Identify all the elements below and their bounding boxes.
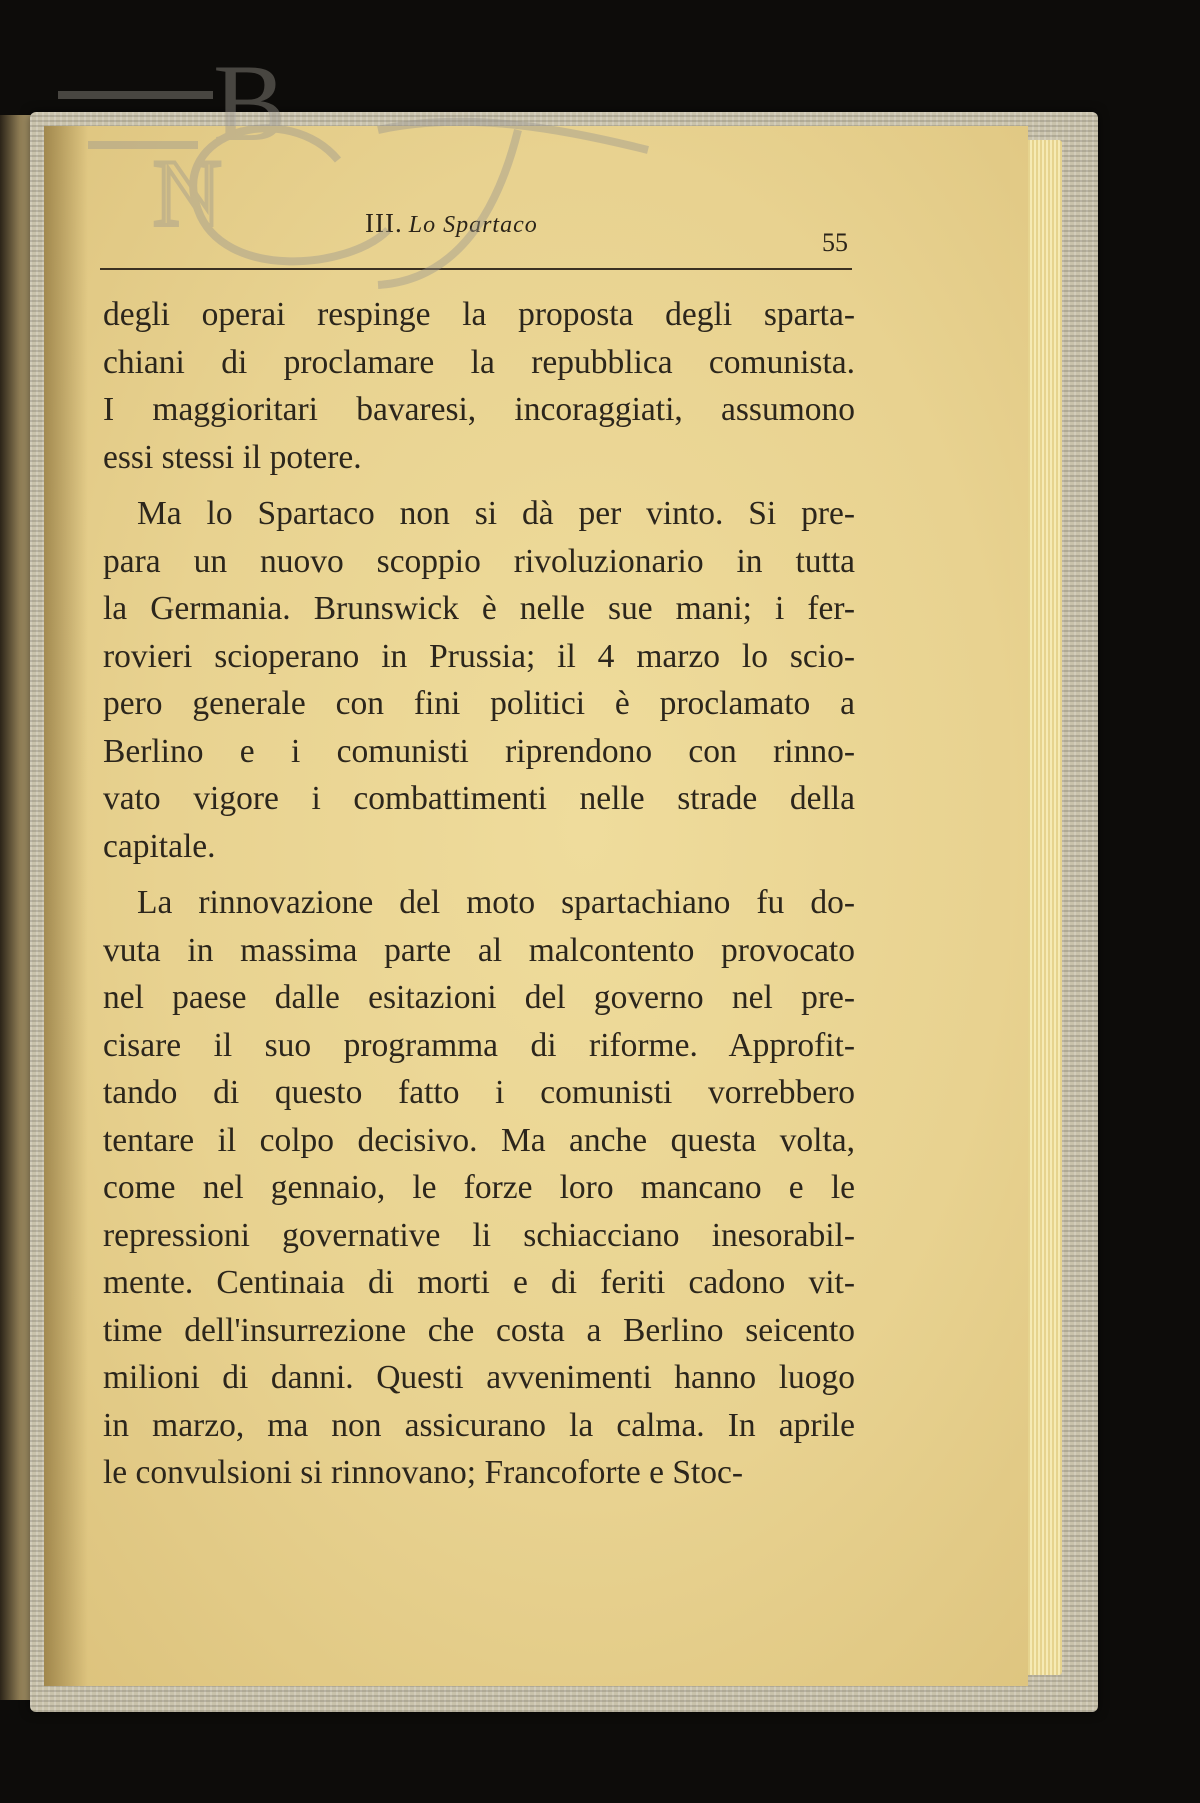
text-line: La rinnovazione del moto spartachiano fu do- — [137, 884, 855, 921]
running-head-section: III. — [365, 208, 403, 238]
text-line: vuta in massima parte al malcontento provocato — [103, 931, 855, 969]
text-line: vato vigore i combattimenti nelle strade della — [103, 780, 855, 817]
text-line: le convulsioni si rinnovano; Francoforte e Stoc- — [103, 1454, 744, 1491]
text-line: milioni di danni. Questi avvenimenti hanno luogo — [103, 1359, 855, 1396]
text-line: repressioni governative li schiacciano inesorabil- — [103, 1216, 855, 1254]
paragraph — [103, 879, 855, 1497]
body-text — [103, 291, 855, 1497]
text-line: mente. Centinaia di morti e di feriti cadono vit- — [103, 1264, 855, 1301]
text-line: degli operai respinge la proposta degli sparta- — [103, 296, 855, 333]
text-line: in marzo, ma non assicurano la calma. In aprile — [103, 1406, 855, 1444]
text-line: capitale. — [103, 827, 216, 865]
running-head-title: Lo Spartaco — [408, 212, 538, 238]
page-number: 55 — [822, 228, 848, 257]
text-line: Berlino e i comunisti riprendono con rinno- — [103, 732, 855, 770]
text-line: pero generale con fini politici è proclamato a — [103, 685, 855, 722]
text-line: time dell'insurrezione che costa a Berlino seicento — [103, 1311, 855, 1349]
text-line: cisare il suo programma di riforme. Approfit- — [103, 1026, 855, 1064]
watermark-n-letter: N — [153, 140, 222, 246]
paragraph-gap — [103, 870, 855, 879]
text-line: chiani di proclamare la repubblica comunista. — [103, 343, 855, 381]
text-line: nel paese dalle esitazioni del governo nel pre- — [103, 979, 855, 1016]
text-line: rovieri scioperano in Prussia; il 4 marzo lo scio- — [103, 637, 855, 675]
text-line: tando di questo fatto i comunisti vorrebbero — [103, 1074, 855, 1111]
text-line: tentare il colpo decisivo. Ma anche questa volta, — [103, 1121, 855, 1159]
watermark-f-letter — [378, 122, 648, 285]
text-line: para un nuovo scoppio rivoluzionario in tutta — [103, 542, 855, 580]
watermark-b-letter: B — [213, 42, 287, 164]
paragraph — [103, 291, 855, 481]
text-line: come nel gennaio, le forze loro mancano e le — [103, 1169, 855, 1206]
text-line: I maggioritari bavaresi, incoraggiati, assumono — [103, 391, 855, 428]
paragraph-gap — [103, 481, 855, 490]
text-line: essi stessi il potere. — [103, 438, 362, 476]
library-watermark — [48, 40, 708, 290]
text-line: la Germania. Brunswick è nelle sue mani; i fer- — [103, 590, 855, 627]
page-gutter-shadow — [44, 126, 88, 1686]
text-line: Ma lo Spartaco non si dà per vinto. Si pre- — [137, 495, 855, 532]
paragraph — [103, 490, 855, 870]
